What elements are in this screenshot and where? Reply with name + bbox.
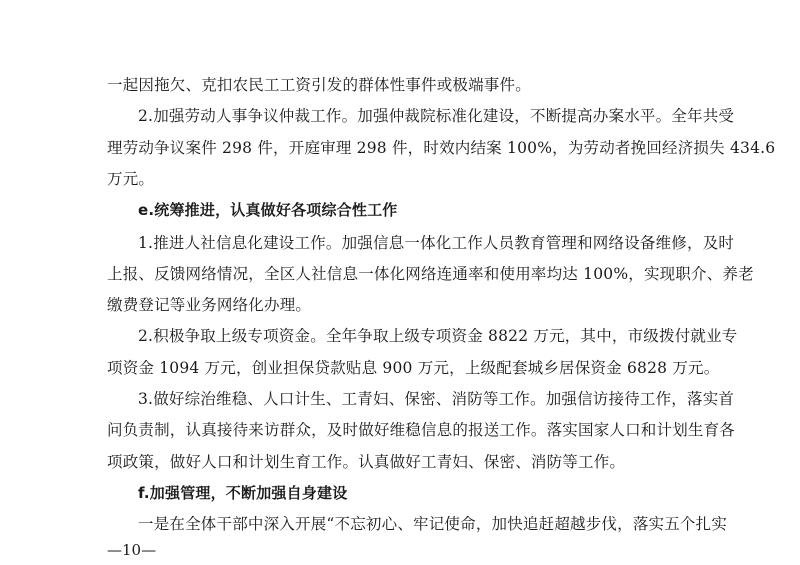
paragraph-line: 理劳动争议案件 298 件，开庭审理 298 件，时效内结案 100%，为劳动者挽回经济损失 434.6: [107, 139, 776, 157]
paragraph-line: 万元。: [107, 170, 155, 188]
page-number: —10—: [107, 541, 157, 559]
paragraph-line: 问负责制，认真接待来访群众，及时做好维稳信息的报送工作。落实国家人口和计划生育各: [107, 421, 736, 439]
paragraph-line: 项资金 1094 万元，创业担保贷款贴息 900 万元，上级配套城乡居保资金 6828 万元。: [107, 359, 720, 377]
section-heading: e.统筹推进，认真做好各项综合性工作: [138, 201, 398, 219]
paragraph-line: 3.做好综治维稳、人口计生、工青妇、保密、消防等工作。加强信访接待工作，落实首: [138, 390, 735, 408]
paragraph-line: 缴费登记等业务网络化办理。: [107, 296, 312, 314]
paragraph-line: 一是在全体干部中深入开展“不忘初心、牢记使命，加快追赶超越步伐，落实五个扎实: [138, 515, 728, 533]
paragraph-line: 1.推进人社信息化建设工作。加强信息一体化工作人员教育管理和网络设备维修，及时: [138, 234, 735, 252]
paragraph-line: 一起因拖欠、克扣农民工工资引发的群体性事件或极端事件。: [107, 76, 531, 94]
section-heading: f.加强管理，不断加强自身建设: [138, 484, 348, 502]
paragraph-line: 上报、反馈网络情况，全区人社信息一体化网络连通率和使用率均达 100%，实现职介、养老: [107, 265, 754, 283]
paragraph-line: 2.加强劳动人事争议仲裁工作。加强仲裁院标准化建设，不断提高办案水平。全年共受: [138, 107, 735, 125]
paragraph-line: 项政策，做好人口和计划生育工作。认真做好工青妇、保密、消防等工作。: [107, 453, 626, 471]
paragraph-line: 2.积极争取上级专项资金。全年争取上级专项资金 8822 万元，其中，市级拨付就业专: [138, 327, 738, 345]
